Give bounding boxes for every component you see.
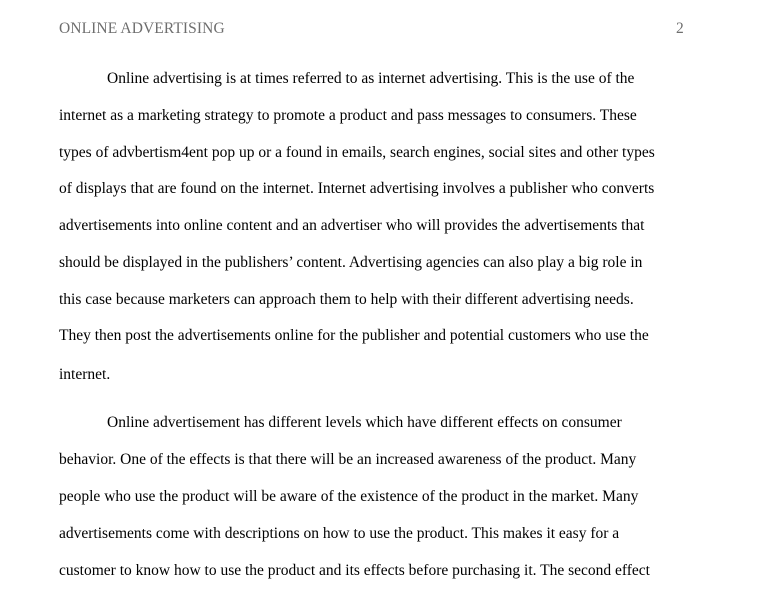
paragraph-line: Online advertisement has different levels which have different effects on consumer	[107, 414, 622, 431]
paragraph-line: internet as a marketing strategy to promote a product and pass messages to consumers. These	[59, 107, 637, 124]
paragraph-line: of displays that are found on the internet. Internet advertising involves a publisher who converts	[59, 180, 655, 197]
paragraph-line: They then post the advertisements online for the publisher and potential customers who use the	[59, 327, 649, 344]
paragraph-line: Online advertising is at times referred to as internet advertising. This is the use of the	[107, 70, 635, 87]
paragraph-line: internet.	[59, 366, 111, 383]
paragraph-line: customer to know how to use the product and its effects before purchasing it. The second effect	[59, 562, 650, 579]
paragraph-line: this case because marketers can approach them to help with their different advertising needs.	[59, 291, 634, 308]
paragraph-line: should be displayed in the publishers’ content. Advertising agencies can also play a big role in	[59, 254, 643, 271]
page-number: 2	[676, 20, 684, 37]
running-head: ONLINE ADVERTISING	[59, 20, 225, 37]
paragraph-line: advertisements into online content and an advertiser who will provides the advertisements that	[59, 217, 645, 234]
paragraph-line: people who use the product will be aware of the existence of the product in the market. Many	[59, 488, 639, 505]
paragraph-line: behavior. One of the effects is that there will be an increased awareness of the product. Many	[59, 451, 637, 468]
paragraph-line: advertisements come with descriptions on how to use the product. This makes it easy for a	[59, 525, 620, 542]
paragraph-line: types of advbertism4ent pop up or a found in emails, search engines, social sites and other types	[59, 144, 655, 161]
